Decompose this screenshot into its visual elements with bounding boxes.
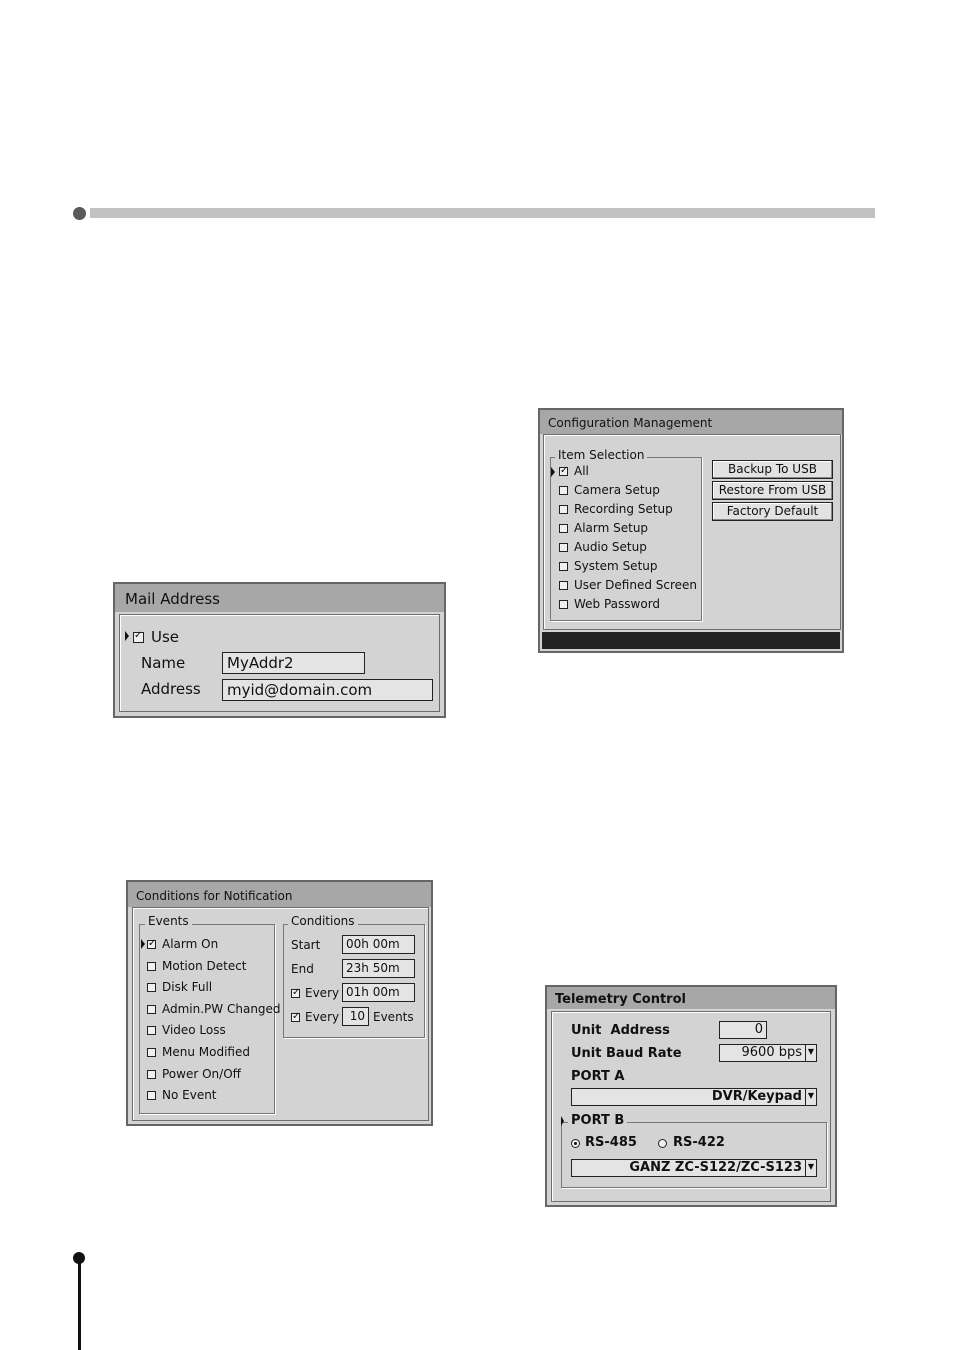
- config-item-label: Alarm Setup: [574, 521, 649, 535]
- config-item-label: Audio Setup: [574, 540, 647, 554]
- conditions-label: Conditions: [288, 913, 358, 929]
- restore-from-usb-button[interactable]: Restore From USB: [712, 481, 833, 500]
- focus-arrow-icon: [141, 939, 145, 949]
- name-label: Name: [141, 654, 186, 672]
- dialog-title: Conditions for Notification: [128, 882, 431, 907]
- events-label: Events: [145, 913, 192, 929]
- start-label: Start: [291, 938, 321, 952]
- every-events-checkbox[interactable]: [291, 1013, 300, 1022]
- rs422-radio[interactable]: [658, 1139, 667, 1148]
- dialog-body: [132, 907, 429, 1121]
- event-item-checkbox[interactable]: [147, 962, 156, 971]
- baud-rate-select[interactable]: [719, 1044, 817, 1062]
- event-item-checkbox[interactable]: [147, 1070, 156, 1079]
- port-b-group: [561, 1122, 827, 1188]
- config-item-label: Web Password: [574, 597, 661, 611]
- focus-arrow-icon: [551, 467, 555, 477]
- item-selection-label: Item Selection: [555, 447, 647, 463]
- config-item-checkbox[interactable]: [559, 467, 568, 476]
- unit-address-field[interactable]: 0: [719, 1021, 767, 1039]
- port-a-value: DVR/Keypad: [711, 1089, 802, 1104]
- event-item-label: Motion Detect: [162, 958, 247, 973]
- dropdown-arrow-icon: ▼: [805, 1089, 816, 1105]
- start-field[interactable]: 00h 00m: [342, 935, 415, 954]
- baud-rate-label: Unit Baud Rate: [571, 1046, 682, 1061]
- rs422-label: RS-422: [673, 1135, 725, 1150]
- config-item-label: User Defined Screen: [574, 578, 698, 592]
- telemetry-control-dialog: [545, 985, 837, 1207]
- dialog-title: Configuration Management: [540, 410, 842, 434]
- rs485-radio[interactable]: [571, 1139, 580, 1148]
- rs485-label: RS-485: [585, 1135, 637, 1150]
- every-time-checkbox[interactable]: [291, 989, 300, 998]
- focus-arrow-icon: [561, 1116, 564, 1126]
- config-item-checkbox[interactable]: [559, 486, 568, 495]
- conditions-for-notification-dialog: [126, 880, 433, 1126]
- port-a-label: PORT A: [571, 1069, 625, 1084]
- dialog-title: Telemetry Control: [547, 987, 835, 1009]
- event-item-label: Admin.PW Changed: [162, 1001, 281, 1016]
- every-events-count-field[interactable]: 10: [342, 1007, 369, 1026]
- dialog-title: Mail Address: [115, 584, 444, 612]
- dialog-body: [551, 1011, 831, 1202]
- event-item-label: No Event: [162, 1088, 217, 1103]
- event-item-checkbox[interactable]: [147, 983, 156, 992]
- every-time-field[interactable]: 01h 00m: [342, 983, 415, 1002]
- factory-default-button[interactable]: Factory Default: [712, 502, 833, 521]
- port-a-select[interactable]: [571, 1088, 817, 1106]
- event-item-label: Menu Modified: [162, 1045, 250, 1059]
- events-group: [139, 924, 275, 1114]
- config-item-checkbox[interactable]: [559, 505, 568, 514]
- address-label: Address: [141, 680, 201, 698]
- dialog-body: [119, 614, 440, 712]
- use-checkbox[interactable]: [133, 632, 144, 643]
- event-item-checkbox[interactable]: [147, 940, 156, 949]
- mail-address-dialog: [113, 582, 446, 718]
- events-unit-label: Events: [373, 1010, 414, 1024]
- section-header-rule: [90, 208, 875, 218]
- config-item-checkbox[interactable]: [559, 600, 568, 609]
- event-item-label: Power On/Off: [162, 1066, 241, 1081]
- baud-rate-value: 9600 bps: [741, 1045, 802, 1060]
- config-item-checkbox[interactable]: [559, 524, 568, 533]
- port-b-select[interactable]: [571, 1159, 817, 1177]
- event-item-checkbox[interactable]: [147, 1048, 156, 1057]
- config-item-label: All: [574, 464, 589, 478]
- event-item-checkbox[interactable]: [147, 1091, 156, 1100]
- status-bar: [542, 632, 840, 649]
- use-label: Use: [151, 628, 180, 646]
- event-item-label: Alarm On: [162, 937, 219, 951]
- event-item-label: Disk Full: [162, 980, 213, 995]
- name-field[interactable]: MyAddr2: [222, 652, 365, 674]
- backup-to-usb-button[interactable]: Backup To USB: [712, 460, 833, 479]
- dropdown-arrow-icon: ▼: [805, 1045, 816, 1061]
- section-bullet: [73, 207, 86, 220]
- end-label: End: [291, 962, 314, 976]
- port-b-label: PORT B: [568, 1113, 627, 1129]
- focus-arrow-icon: [125, 631, 129, 641]
- event-item-checkbox[interactable]: [147, 1005, 156, 1014]
- event-item-label: Video Loss: [162, 1023, 226, 1038]
- every-label: Every: [305, 1010, 340, 1024]
- footer-rule: [78, 1260, 81, 1350]
- config-item-checkbox[interactable]: [559, 562, 568, 571]
- dialog-body: [543, 434, 841, 630]
- dropdown-arrow-icon: ▼: [805, 1160, 816, 1176]
- address-field[interactable]: myid@domain.com: [222, 679, 433, 701]
- config-item-checkbox[interactable]: [559, 543, 568, 552]
- every-label: Every: [305, 986, 340, 1000]
- config-item-label: Recording Setup: [574, 502, 673, 516]
- config-item-checkbox[interactable]: [559, 581, 568, 590]
- end-field[interactable]: 23h 50m: [342, 959, 415, 978]
- config-item-label: System Setup: [574, 559, 658, 573]
- unit-address-label: Unit Address: [571, 1023, 670, 1038]
- config-item-label: Camera Setup: [574, 483, 660, 497]
- configuration-management-dialog: [538, 408, 844, 653]
- event-item-checkbox[interactable]: [147, 1026, 156, 1035]
- port-b-value: GANZ ZC-S122/ZC-S123: [629, 1160, 802, 1175]
